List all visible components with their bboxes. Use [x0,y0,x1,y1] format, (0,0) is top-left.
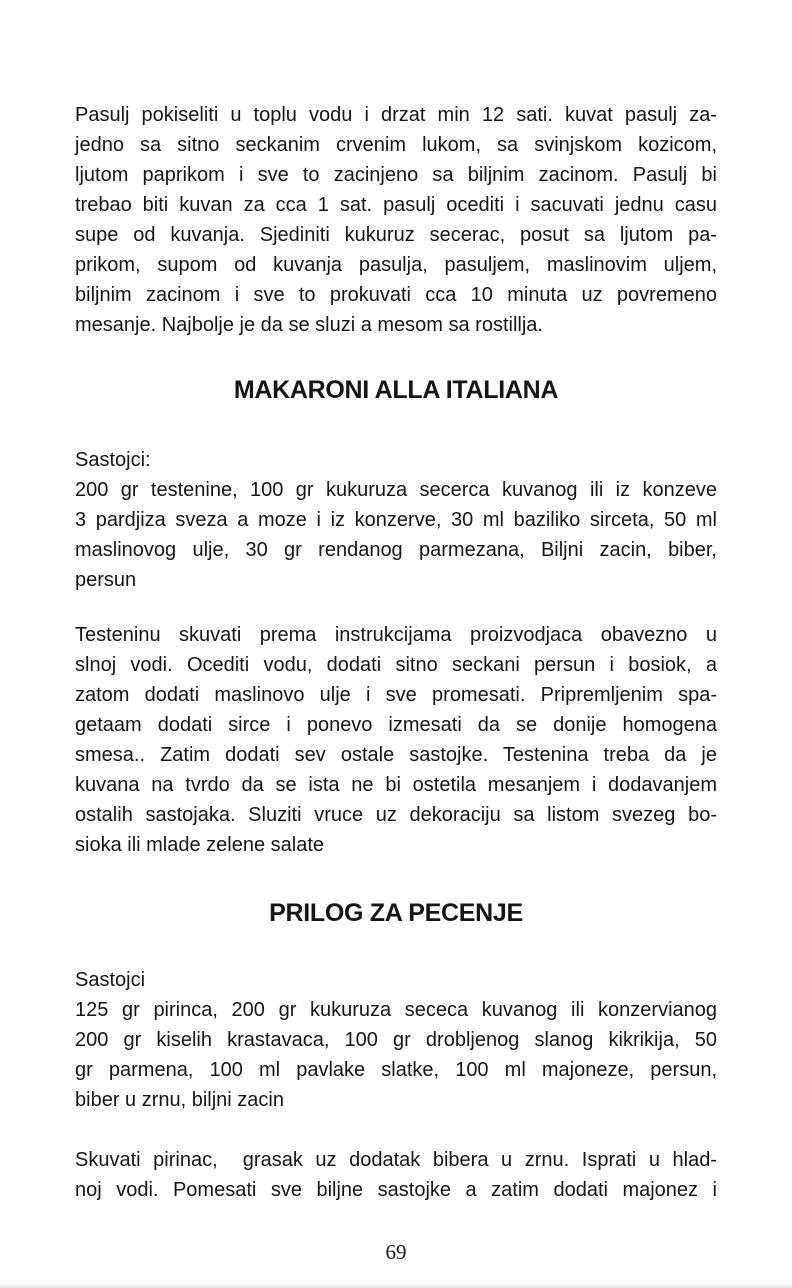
text-line: maslinovog ulje, 30 gr rendanog parmezana, Biljni zacin, biber, [75,539,717,561]
recipe-title-prilog-za-pecenje: PRILOG ZA PECENJE [269,899,523,927]
text-line: 200 gr testenine, 100 gr kukuruza secerca kuvanog ili iz konzeve [75,479,717,501]
text-line: 3 pardjiza sveza a moze i iz konzerve, 30 ml baziliko sirceta, 50 ml [75,509,717,531]
text-line: slnoj vodi. Ocediti vodu, dodati sitno seckani persun i bosiok, a [75,654,717,676]
text-line: Skuvati pirinac, grasak uz dodatak bibera u zrnu. Isprati u hlad- [75,1149,717,1171]
recipe-title-makaroni-alla-italiana: MAKARONI ALLA ITALIANA [233,376,559,404]
text-line: prikom, supom od kuvanja pasulja, pasuljem, maslinovim uljem, [75,254,717,276]
text-line: zatom dodati maslinovo ulje i sve promesati. Pripremljenim spa- [75,684,717,706]
text-line: biljnim zacinom i sve to prokuvati cca 10 minuta uz povremeno [75,284,717,306]
text-line: 125 gr pirinca, 200 gr kukuruza sececa kuvanog ili konzervianog [75,999,717,1021]
text-line: ostalih sastojaka. Sluziti vruce uz dekoraciju sa listom svezeg bo- [75,804,717,826]
text-line: smesa.. Zatim dodati sev ostale sastojke. Testenina treba da je [75,744,717,766]
text-line: Pasulj pokiseliti u toplu vodu i drzat min 12 sati. kuvat pasulj za- [75,104,717,126]
text-line: jedno sa sitno seckanim crvenim lukom, sa svinjskom kozicom, [75,134,717,156]
recipe-intro-paragraph [75,100,717,340]
ingredients-section-makaroni [75,445,717,595]
ingredients-label: Sastojci [75,969,146,991]
text-line: kuvana na tvrdo da se ista ne bi ostetila mesanjem i dodavanjem [75,774,717,796]
text-line: biber u zrnu, biljni zacin [75,1089,284,1111]
text-line: ljutom paprikom i sve to zacinjeno sa biljnim zacinom. Pasulj bi [75,164,717,186]
text-line: mesanje. Najbolje je da se sluzi a mesom sa rostillja. [75,314,543,336]
ingredients-section-prilog [75,965,717,1115]
text-line: sioka ili mlade zelene salate [75,834,325,856]
text-line: noj vodi. Pomesati sve biljne sastojke a zatim dodati majonez i [75,1179,717,1201]
scan-bottom-edge-shadow [0,1283,792,1288]
instructions-paragraph-makaroni [75,620,717,860]
text-line: gr parmena, 100 ml pavlake slatke, 100 ml majoneze, persun, [75,1059,717,1081]
instructions-paragraph-prilog [75,1145,717,1205]
text-line: Testeninu skuvati prema instrukcijama proizvodjaca obavezno u [75,624,717,646]
text-line: getaam dodati sirce i ponevo izmesati da se donije homogena [75,714,717,736]
page-number: 69 [385,1240,407,1264]
text-line: trebao biti kuvan za cca 1 sat. pasulj ocediti i sacuvati jednu casu [75,194,717,216]
text-line: supe od kuvanja. Sjediniti kukuruz secerac, posut sa ljutom pa- [75,224,717,246]
ingredients-label: Sastojci: [75,449,151,471]
text-line: persun [75,569,137,591]
text-line: 200 gr kiselih krastavaca, 100 gr drobljenog slanog kikrikija, 50 [75,1029,717,1051]
